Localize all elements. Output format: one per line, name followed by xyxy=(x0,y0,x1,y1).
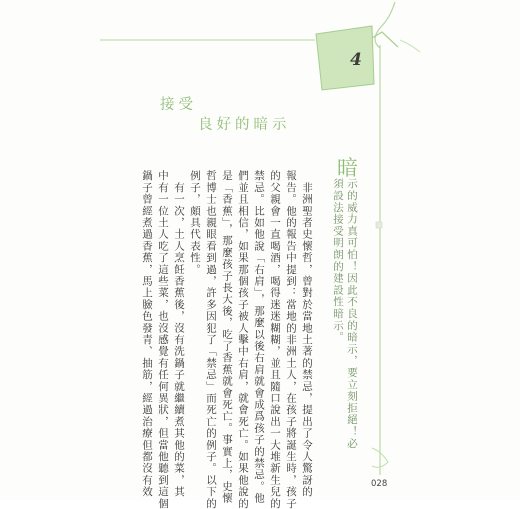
body-column: 中有一位土人吃了這些菜，也沒感覺有任何異狀，但當他聽到這個 xyxy=(157,170,169,509)
body-column: 非洲聖者史懷哲，曾對於當地土著的禁忌，提出了令人驚訝的 xyxy=(301,170,313,498)
body-column: 哲博士也親眼看到過，許多因犯了「禁忌」而死亡的例子。以下的 xyxy=(205,170,217,509)
string-bead xyxy=(376,222,382,228)
chapter-title-line-2: 良好的暗示 xyxy=(198,117,291,133)
page-number: 028 xyxy=(371,479,388,489)
string-curl-2 xyxy=(400,40,420,52)
body-column: 有一次，土人烹飪香蕉後，沒有洗鍋子就繼續煮其他的菜，其 xyxy=(173,170,185,498)
body-column: 們並且相信，如果那個孩子被人擊中右肩，就會死亡。如果他說的 xyxy=(237,170,249,509)
body-column: 鍋子曾經煮過香蕉，馬上臉色發青、抽筋，經過治療但都沒有效 xyxy=(141,170,153,498)
chapter-number: 4 xyxy=(350,50,362,70)
body-column: 禁忌。比如他說「右肩」，那麼以後右肩就會成爲孩子的禁忌。他 xyxy=(253,170,265,505)
chapter-title-line-1: 接受 xyxy=(160,97,197,113)
intro-column: 示的威力真可怕！因此不良的暗示，要立刻拒絕！必 xyxy=(346,178,358,450)
intro-drop-cap: 暗 xyxy=(337,156,358,180)
body-column: 是「香蕉」，那麼孩子長大後，吃了香蕉就會死亡。事實上，史懷 xyxy=(221,170,233,505)
body-column: 報告。他的報告中提到：當地的非洲土人，在孩子將誕生時，孩子 xyxy=(285,170,297,509)
body-column: 的父親會一直喝酒，喝得迷迷糊糊，並且隨口說出一大堆新生兒的 xyxy=(269,170,281,509)
intro-column: 須設法接受明朗的建設性暗示。 xyxy=(332,178,344,344)
body-column: 例子，頗具代表性。 xyxy=(189,170,201,276)
